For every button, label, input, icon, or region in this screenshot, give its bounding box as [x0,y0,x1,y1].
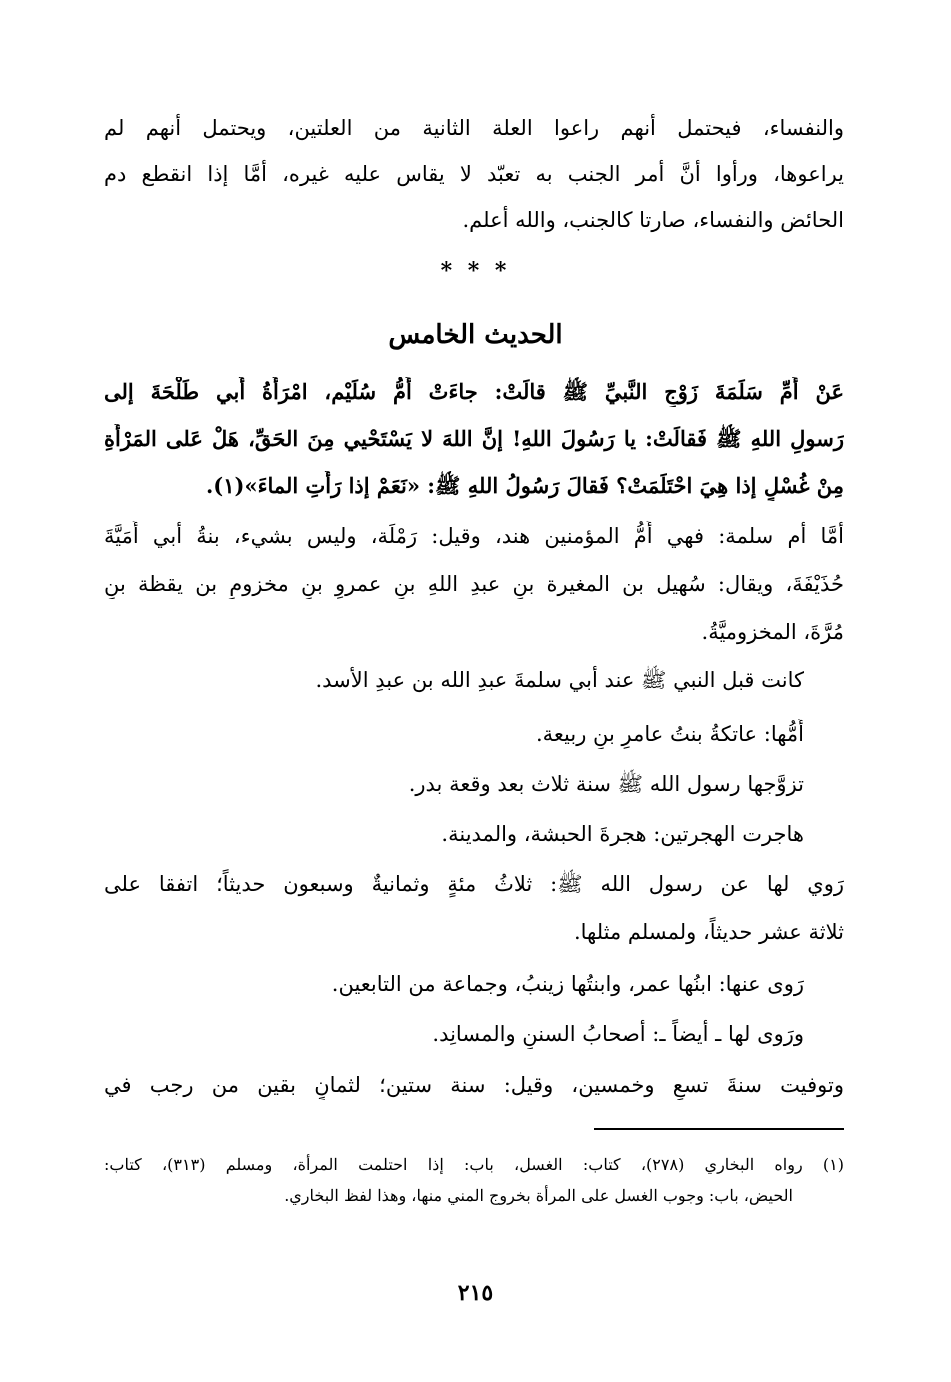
hadith-line-2: رَسولِ اللهِ ﷺ فَقالَتْ: يا رَسُولَ اللهِ! إنَّ اللهَ لا يَسْتَحْيي مِنَ الحَقِّ، هَلْ عَلى المَرْأَةِ [104,426,844,451]
page-number: ٢١٥ [457,1280,494,1306]
bio-line-4: كانت قبل النبي ﷺ عند أبي سلمةَ عبدِ الله بن عبدِ الأسد. [315,668,804,692]
bio-line-11: ورَوى لها ـ أيضاً ـ: أصحابُ السننِ والمسانِد. [432,1022,804,1046]
bio-line-2: حُذَيْفَةَ، ويقال: سُهيل بن المغيرة بنِ عبدِ اللهِ بنِ عمروِ بنِ مخزومِ بن يقظة بنِ [104,572,844,596]
bio-line-10: رَوى عنها: ابنُها عمر، وابنتُها زينبُ، وجماعة من التابعين. [331,972,804,996]
bio-line-9: ثلاثة عشر حديثاً، ولمسلم مثلها. [573,920,844,944]
hadith-line-3: مِنْ غُسْلٍ إذا هِيَ احْتَلَمَتْ؟ فَقالَ رَسُولُ اللهِ ﷺ: «نَعَمْ إذا رَأَتِ الماءَ»(١). [205,473,844,498]
bio-line-3: مُرَّةَ، المخزوميَّةُ. [701,620,844,644]
intro-line-1: والنفساء، فيحتمل أنهم راعوا العلة الثانية من العلتين، ويحتمل أنهم لم [104,116,844,140]
intro-line-2: يراعوها، ورأوا أنَّ أمر الجنب به تعبّد لا يقاس عليه غيره، أمَّا إذا انقطع دم [104,162,844,186]
footnote-divider [594,1128,844,1130]
bio-line-6: تزوَّجها رسول الله ﷺ سنة ثلاث بعد وقعة بدر. [408,772,804,796]
footnote-line-1: (١) رواه البخاري (٢٧٨)، كتاب: الغسل، باب: إذا احتلمت المرأة، ومسلم (٣١٣)، كتاب: [104,1155,844,1174]
bio-line-7: هاجرت الهجرتين: هجرةَ الحبشة، والمدينة. [441,822,804,846]
section-title: الحديث الخامس [388,320,563,350]
bio-line-8: رَوي لها عن رسول الله ﷺ: ثلاثُ مئةٍ وثمانيةٌ وسبعون حديثاً؛ اتفقا على [104,872,844,896]
bio-line-5: أُمُّها: عاتكةُ بنتُ عامرِ بنِ ربيعة. [535,722,804,746]
footnote-line-2: الحيض، باب: وجوب الغسل على المرأة بخروج المني منها، وهذا لفظ البخاري. [284,1186,793,1205]
section-separator: * * * [440,258,511,284]
hadith-line-1: عَنْ أُمِّ سَلَمَةَ زَوْجِ النَّبيِّ ﷺ قالَتْ: جاءَتْ أُمُّ سُلَيْم، امْرَأَةُ أَبي طَلْحَةَ إلى [104,379,844,404]
bio-line-12: وتوفيت سنةَ تسعٍ وخمسين، وقيل: سنة ستين؛ لثمانٍ بقين من رجب في [104,1073,844,1097]
bio-line-1: أمَّا أم سلمة: فهي أُمُّ المؤمنين هند، وقيل: رَمْلَة، وليس بشيء، بنةُ أبي أُمَيَّةَ [104,524,844,548]
intro-line-3: الحائض والنفساء، صارتا كالجنب، والله أعلم. [462,208,844,232]
